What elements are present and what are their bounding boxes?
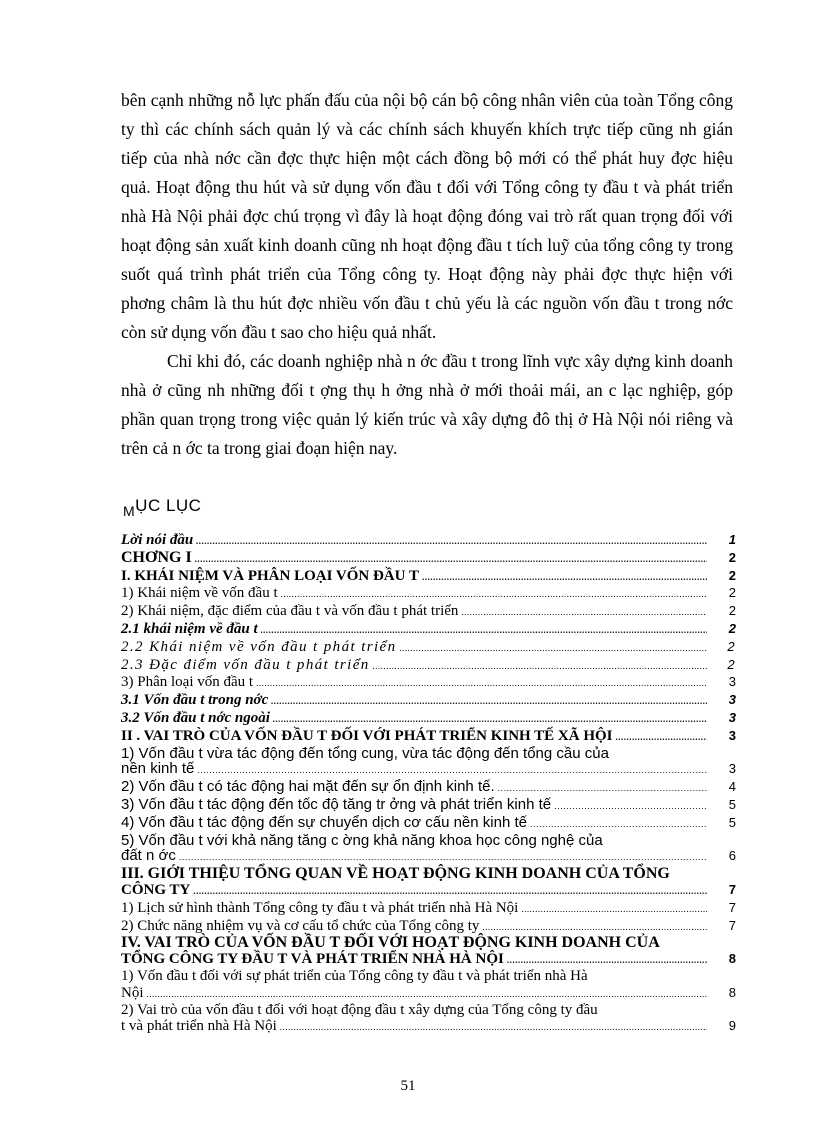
toc-entry-text-line1: 5) Vốn đầu t với khả năng tăng c ờng khả năng khoa học công nghệ của bbox=[121, 831, 603, 849]
toc-heading-rest: ỤC LỤC bbox=[135, 496, 202, 515]
toc-entry-chapter-1[interactable] bbox=[121, 550, 736, 568]
toc-entry-page: 8 bbox=[728, 984, 736, 1000]
toc-entry-text-line2: Nội bbox=[121, 984, 144, 1001]
toc-entry-text: 3.1 Vốn đầu t trong nớc bbox=[121, 692, 269, 709]
toc-entry-text: 1) Khái niệm về vốn đầu t bbox=[121, 585, 278, 602]
toc-entry-page: 7 bbox=[728, 899, 736, 915]
toc-entry-page: 4 bbox=[728, 779, 736, 795]
toc-entry-2-1-investment[interactable] bbox=[121, 746, 736, 780]
toc-entry-text-line1: III. GIỚI THIỆU TỔNG QUAN VỀ HOẠT ĐỘNG KINH DOANH CỦA TỔNG bbox=[121, 865, 670, 883]
body-paragraph-1: bên cạnh những nỗ lực phấn đấu của nội bộ cán bộ công nhân viên của toàn Tổng công ty thì các chính sách quản lý và các chính sách khuyến khích trực tiếp cũng nh gián tiếp của nhà nớc cần đợc thực hiện một cách đồng bộ mới có thể phát huy đợc hiệu quả. Hoạt động thu hút và sử dụng vốn đầu t đối với Tổng công ty đầu t và phát triển nhà Hà Nội phải đợc chú trọng vì đây là hoạt động đóng vai trò rất quan trọng đối với hoạt động sản xuất kinh doanh cũng nh hoạt động đầu t tích luỹ của tổng công ty trong suốt quá trình phát triển của Tổng công ty. Hoạt động này phải đợc thực hiện với phơng châm là thu hút đợc nhiều vốn đầu t chủ yếu là các nguồn vốn đầu t trong nớc còn sử dụng vốn đầu t sao cho hiệu quả nhất. bbox=[121, 90, 733, 342]
toc-entry-page: 5 bbox=[728, 814, 736, 830]
toc-entry-page: 3 bbox=[728, 674, 736, 690]
toc-entry-text: 2.1 khái niệm về đầu t bbox=[121, 620, 258, 637]
toc-entry-page: 2 bbox=[728, 603, 736, 619]
toc-entry-4-1-development[interactable] bbox=[121, 969, 736, 1003]
toc-entry-page: 1 bbox=[728, 532, 736, 547]
toc-entry-text: 2) Khái niệm, đặc điểm của đầu t và vốn đầu t phát triển bbox=[121, 603, 459, 620]
toc-entry-text: I. KHÁI NIỆM VÀ PHÂN LOẠI VỐN ĐẦU T bbox=[121, 567, 419, 584]
toc-entry-text-line2: TỔNG CÔNG TY ĐẦU T VÀ PHÁT TRIỂN NHÀ HÀ NỘI bbox=[121, 951, 504, 968]
toc-entry-text-line1: 1) Vốn đầu t vừa tác động đến tổng cung, vừa tác động đến tổng cầu của bbox=[121, 744, 609, 762]
toc-entry-text: 2) Chức năng nhiệm vụ và cơ cấu tổ chức của Tổng công ty bbox=[121, 917, 480, 934]
toc-entry-3-1[interactable] bbox=[121, 692, 736, 710]
toc-entry-section-4[interactable] bbox=[121, 935, 736, 969]
page-number: 51 bbox=[400, 1078, 416, 1094]
toc-entry-text: CHƠNG I bbox=[121, 548, 192, 566]
toc-entry-page: 7 bbox=[728, 917, 736, 933]
toc-entry-2-2[interactable] bbox=[121, 639, 736, 657]
toc-entry-foreword[interactable] bbox=[121, 532, 736, 550]
toc-entry-page: 2 bbox=[727, 638, 736, 654]
toc-entry-text: 2.2 Khái niệm về vốn đầu t phát triển bbox=[121, 638, 397, 655]
toc-entry-page: 5 bbox=[728, 796, 736, 812]
toc-entry-section-2[interactable] bbox=[121, 728, 736, 746]
toc-entry-text: 2.3 Đặc điểm vốn đầu t phát triển bbox=[121, 656, 370, 673]
toc-entry-page: 2 bbox=[728, 549, 736, 565]
toc-entry-text-line1: 2) Vai trò của vốn đầu t đối với hoạt động đầu t xây dựng của Tổng công ty đầu bbox=[121, 1001, 598, 1018]
toc-entry-page: 2 bbox=[728, 567, 736, 583]
toc-entry-text-line2: nền kinh tế bbox=[121, 760, 195, 778]
table-of-contents bbox=[121, 532, 736, 1036]
toc-entry-3-2-functions[interactable] bbox=[121, 918, 736, 936]
toc-heading-first-letter: M bbox=[123, 503, 136, 519]
toc-entry-2-3[interactable] bbox=[121, 657, 736, 675]
toc-entry-text: 1) Lịch sử hình thành Tổng công ty đầu t và phát triển nhà Hà Nội bbox=[121, 899, 519, 916]
toc-entry-text: 2) Vốn đầu t có tác động hai mặt đến sự ổn định kinh tế. bbox=[121, 778, 495, 796]
toc-entry-page: 2 bbox=[727, 656, 736, 672]
toc-entry-text: 3) Phân loại vốn đầu t bbox=[121, 674, 254, 691]
toc-entry-page: 8 bbox=[728, 951, 736, 967]
toc-entry-text-line2: t và phát triển nhà Hà Nội bbox=[121, 1018, 277, 1035]
toc-entry-page: 3 bbox=[728, 727, 736, 743]
toc-entry-section-1[interactable] bbox=[121, 568, 736, 586]
toc-entry-1-2[interactable] bbox=[121, 603, 736, 621]
toc-entry-section-3[interactable] bbox=[121, 866, 736, 900]
toc-entry-page: 2 bbox=[728, 620, 736, 636]
toc-entry-2-4-structure[interactable] bbox=[121, 815, 736, 833]
toc-heading bbox=[123, 496, 202, 519]
toc-entry-text-line1: 1) Vốn đầu t đối với sự phát triển của Tổng công ty đầu t và phát triển nhà Hà bbox=[121, 967, 588, 984]
toc-entry-2-2-stability[interactable] bbox=[121, 779, 736, 797]
toc-entry-page: 3 bbox=[728, 709, 736, 725]
toc-entry-page: 6 bbox=[728, 848, 736, 864]
toc-entry-page: 3 bbox=[728, 761, 736, 777]
toc-entry-1-1[interactable] bbox=[121, 585, 736, 603]
toc-entry-2-1[interactable] bbox=[121, 621, 736, 639]
toc-entry-3-1-history[interactable] bbox=[121, 900, 736, 918]
body-text bbox=[121, 86, 733, 463]
toc-entry-page: 7 bbox=[728, 881, 736, 897]
toc-entry-page: 9 bbox=[728, 1018, 736, 1034]
toc-entry-3-2[interactable] bbox=[121, 710, 736, 728]
toc-entry-1-3[interactable] bbox=[121, 674, 736, 692]
toc-entry-4-2-construction[interactable] bbox=[121, 1003, 736, 1037]
toc-entry-text-line1: IV. VAI TRÒ CỦA VỐN ĐẦU T ĐỐI VỚI HOẠT ĐỘNG KINH DOANH CỦA bbox=[121, 934, 660, 952]
toc-entry-page: 2 bbox=[728, 585, 736, 601]
toc-entry-text: Lời nói đầu bbox=[121, 532, 194, 548]
toc-entry-page: 3 bbox=[728, 692, 736, 708]
toc-entry-2-3-growth[interactable] bbox=[121, 797, 736, 815]
toc-entry-text: 3) Vốn đầu t tác động đến tốc độ tăng tr ởng và phát triển kinh tế bbox=[121, 795, 552, 813]
toc-entry-text: 3.2 Vốn đầu t nớc ngoài bbox=[121, 709, 270, 726]
toc-entry-text: II . VAI TRÒ CỦA VỐN ĐẦU T ĐỐI VỚI PHÁT TRIỂN KINH TẾ XÃ HỘI bbox=[121, 727, 613, 744]
toc-entry-text: 4) Vốn đầu t tác động đến sự chuyển dịch cơ cấu nền kinh tế bbox=[121, 813, 527, 831]
toc-entry-2-5-technology[interactable] bbox=[121, 833, 736, 867]
body-paragraph-2: Chỉ khi đó, các doanh nghiệp nhà n ớc đầu t trong lĩnh vực xây dựng kinh doanh nhà ở cũng nh những đối t ợng thụ h ởng nhà ở mới thoải mái, an c lạc nghiệp, góp phần quan trọng trong việc quản lý kiến trúc và xây dựng đô thị ở Hà Nội nói riêng và trên cả n ớc ta trong giai đoạn hiện nay. bbox=[121, 351, 733, 458]
toc-entry-text-line2: CÔNG TY bbox=[121, 881, 191, 898]
toc-entry-text-line2: đất n ớc bbox=[121, 847, 176, 865]
